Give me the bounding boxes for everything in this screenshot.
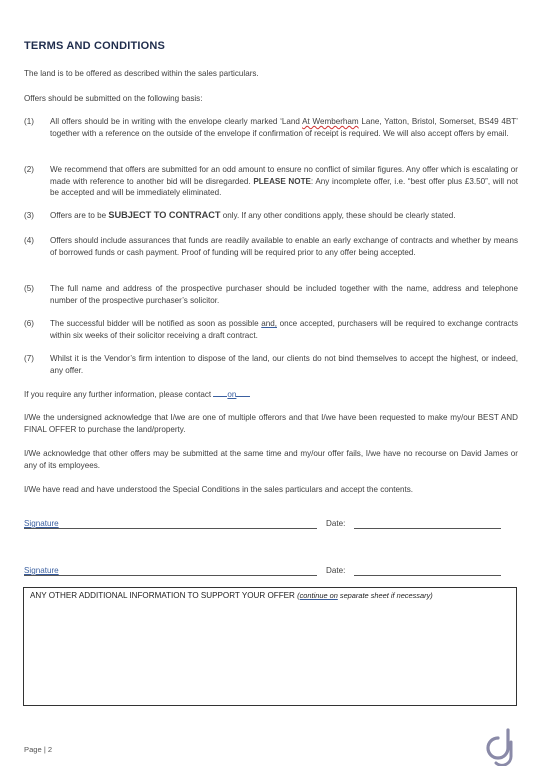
item-text-part: The successful bidder will be notified as soon as possible	[50, 319, 262, 328]
contact-blank[interactable]	[236, 396, 250, 397]
additional-info-box[interactable]	[23, 587, 517, 706]
item-number: (6)	[24, 319, 34, 328]
please-note-label: PLEASE NOTE	[253, 176, 311, 186]
item-text-part: We recommend that offers are submitted for an odd amount to ensure no conflict of similar figures. Any offer which is escalating or made with reference to another bid will be disregarded.	[50, 165, 518, 186]
contact-blank[interactable]	[213, 396, 227, 397]
additional-info-heading	[30, 591, 433, 600]
date-field[interactable]	[354, 575, 501, 576]
item-text-part: Lane, Yatton, Bristol, Somerset, BS49 4BT’ together with a reference on the outside of the envelope if confirmation of receipt is required. We will also accept offers by email.	[50, 117, 518, 138]
date-label: Date:	[326, 566, 346, 575]
item-text-part: : Any incomplete offer, i.e. “best offer plus £3.50”, will not be accepted and will be immediately eliminated.	[50, 176, 518, 198]
item-number: (5)	[24, 284, 34, 293]
signature-field[interactable]	[24, 528, 317, 529]
contact-text	[24, 389, 518, 401]
acknowledgement-conditions: I/We have read and have understood the Special Conditions in the sales particulars and accept the contents.	[24, 485, 414, 494]
page-number: Page | 2	[24, 745, 53, 754]
item-text	[50, 318, 518, 341]
item-text: The full name and address of the prospective purchaser should be included together with the name, address and telephone number of the prospective purchaser’s solicitor.	[50, 284, 518, 305]
item-text	[50, 164, 518, 199]
page-title: TERMS AND CONDITIONS	[24, 40, 166, 52]
acknowledgement-recourse: I/We acknowledge that other offers may be submitted at the same time and my/our offer fails, I/we have no recourse on David James or any of its employees.	[24, 449, 518, 470]
item-number: (7)	[24, 354, 34, 363]
additional-info-note: (	[297, 591, 300, 600]
subject-to-contract-label: SUBJECT TO CONTRACT	[108, 210, 221, 220]
date-label: Date:	[326, 519, 346, 528]
item-text-spellcheck: At Wemberham	[302, 117, 359, 126]
dj-logo-icon	[486, 728, 520, 766]
intro-text: The land is to be offered as described within the sales particulars.	[24, 69, 259, 78]
item-number: (3)	[24, 211, 34, 220]
item-text-part: All offers should be in writing with the envelope clearly marked ‘Land	[50, 117, 303, 126]
date-field[interactable]	[354, 528, 501, 529]
item-number: (1)	[24, 117, 34, 126]
item-text: Whilst it is the Vendor’s firm intention to dispose of the land, our clients do not bind themselves to accept the highest, or indeed, any offer.	[50, 354, 518, 375]
item-text-underlined: and,	[261, 319, 277, 328]
item-number: (2)	[24, 165, 34, 174]
contact-on-text: on	[227, 390, 237, 399]
signature-label: Signature	[24, 566, 59, 575]
acknowledgement-best-final: I/We the undersigned acknowledge that I/we are one of multiple offerors and that I/we have been requested to make my/our BEST AND FINAL OFFER to purchase the land/property.	[24, 413, 518, 434]
item-text-part: only. If any other conditions apply, these should be clearly stated.	[220, 211, 456, 220]
basis-text: Offers should be submitted on the following basis:	[24, 94, 203, 103]
signature-field[interactable]	[24, 575, 317, 576]
additional-info-note: continue on	[299, 591, 338, 600]
item-text-part: once accepted, purchasers will be required to exchange contracts within six weeks of their solicitor receiving a draft contract.	[50, 319, 518, 340]
item-text	[50, 210, 518, 222]
contact-text-part: If you require any further information, please contact	[24, 390, 214, 399]
item-text	[50, 116, 518, 139]
item-text: Offers should include assurances that funds are readily available to enable an early exchange of contracts and whether by means of borrowed funds or cash payment. Proof of funding will be required prior to any offer being accepted.	[50, 236, 518, 257]
additional-info-title: ANY OTHER ADDITIONAL INFORMATION TO SUPPORT YOUR OFFER	[30, 591, 298, 600]
signature-label: Signature	[24, 519, 59, 528]
item-number: (4)	[24, 236, 34, 245]
additional-info-note: separate sheet if necessary)	[337, 591, 433, 600]
item-text-part: Offers are to be	[50, 211, 109, 220]
